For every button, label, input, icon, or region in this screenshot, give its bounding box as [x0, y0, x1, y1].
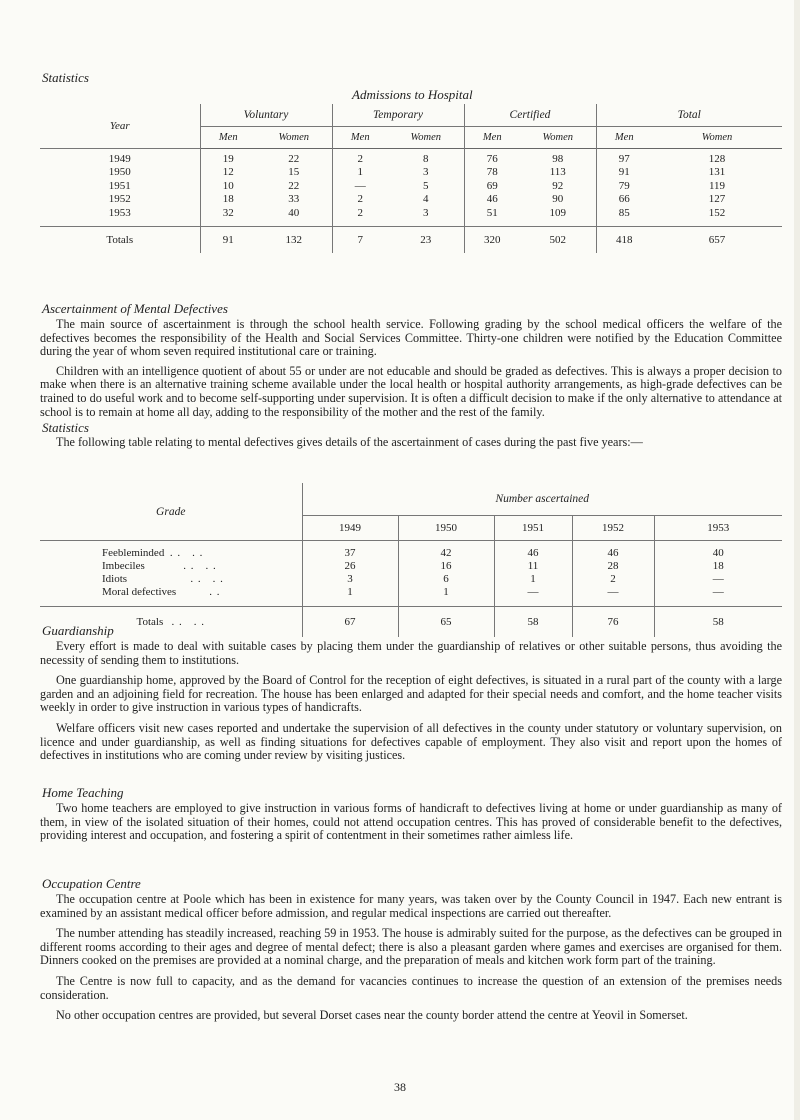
cell: 91 — [596, 166, 652, 180]
cell: 6 — [398, 573, 494, 586]
occupation-text — [40, 893, 782, 1023]
page-number: 38 — [394, 1080, 406, 1094]
table-row — [40, 573, 782, 586]
cell: 33 — [288, 193, 300, 206]
cell: 1 — [347, 586, 353, 598]
cell: 5 — [423, 179, 429, 192]
sub-header-women: Women — [388, 126, 464, 148]
heading-home-teaching: Home Teaching — [42, 785, 124, 800]
cell: 76 — [572, 607, 654, 638]
cell: 18 — [200, 193, 256, 207]
table-row — [40, 166, 782, 180]
cell: 128 — [708, 152, 726, 165]
year-1953-header: 1953 — [654, 516, 782, 541]
cell: 19 — [200, 148, 256, 166]
heading-ascertainment: Ascertainment of Mental Defectives — [42, 301, 228, 316]
cell-year: 1952 — [108, 193, 131, 206]
table-row — [40, 180, 782, 194]
heading-statistics-2: Statistics — [42, 420, 89, 435]
paragraph: The number attending has steadily increased, reaching 59 in 1953. The house is admirably suited for the purpose, as the defectives can be grouped in different rooms according to their ages and degree of mental defect; there is also a pleasant garden where games and exercises are organised for them. Dinners cooked on the premises are provided at a nominal charge, and the preparation of meals and kitchen work form part of the training. — [40, 926, 782, 968]
group-header-voluntary: Voluntary — [200, 104, 332, 126]
admissions-table — [40, 104, 782, 253]
cell: 7 — [332, 227, 388, 254]
cell: 37 — [344, 547, 356, 559]
cell: 109 — [549, 206, 566, 219]
sub-header-women: Women — [652, 126, 782, 148]
table-row — [40, 207, 782, 227]
cell: 26 — [344, 560, 356, 572]
cell: 15 — [288, 166, 300, 179]
group-header-total: Total — [596, 104, 782, 126]
paragraph: Two home teachers are employed to give instruction in various forms of handicraft to defectives living at home or under guardianship as many of them, in view of the isolated situation of their homes, could not attend occupation centres. This has proved of considerable benefit to the defectives, providing interest and occupation, and fostering a spirit of contentment in their sometimes rather aimless life. — [40, 801, 782, 843]
cell: 22 — [288, 152, 300, 165]
cell: — — [572, 586, 654, 607]
grades-table — [40, 483, 782, 637]
cell: 1 — [332, 166, 388, 180]
year-1949-header: 1949 — [302, 516, 398, 541]
sub-header-men: Men — [332, 126, 388, 148]
cell: 11 — [494, 560, 572, 573]
grade-name: Idiots . . . . — [40, 573, 302, 586]
paragraph: One guardianship home, approved by the Board of Control for the reception of eight defectives, is situated in a rural part of the county with a large garden and an adjoining field for recreation. The house has been enlarged and adapted for their special needs and comfort, and the home teacher visits weekly in order to give instruction in various types of handicrafts. — [40, 673, 782, 715]
grade-name: Feebleminded . . . . — [40, 541, 302, 561]
cell: 1 — [398, 586, 494, 607]
paragraph: The following table relating to mental defectives gives details of the ascertainment of cases during the past five years:— — [56, 435, 643, 449]
cell: 98 — [552, 152, 564, 165]
cell: 40 — [288, 206, 300, 219]
cell: 40 — [654, 541, 782, 561]
grade-name: Imbeciles . . . . — [40, 560, 302, 573]
paragraph: The main source of ascertainment is through the school health service. Following grading by the school medical officers the welfare of the defectives becomes the responsibility of the Health and Social Services Committee. Thirty-one children were notified by the Education Committee during the year of whom seven required institutional care or training. — [40, 317, 782, 359]
paragraph: Every effort is made to deal with suitable cases by placing them under the guardianship of relatives or other suitable persons, thus avoiding the necessity of sending them to institutions. — [40, 639, 782, 667]
cell: 65 — [398, 607, 494, 638]
group-header-temporary: Temporary — [332, 104, 464, 126]
sub-header-men: Men — [596, 126, 652, 148]
cell: 69 — [464, 180, 520, 194]
cell: 132 — [256, 227, 332, 254]
cell: 1 — [494, 573, 572, 586]
year-1951-header: 1951 — [494, 516, 572, 541]
cell: 2 — [332, 148, 388, 166]
cell: 131 — [708, 166, 726, 179]
group-header-certified: Certified — [464, 104, 596, 126]
cell: 2 — [572, 573, 654, 586]
table-row — [40, 560, 782, 573]
totals-label: Totals — [40, 227, 200, 254]
cell: 58 — [654, 607, 782, 638]
cell: 119 — [708, 179, 726, 192]
cell: 3 — [347, 573, 353, 585]
cell: 90 — [552, 193, 564, 206]
cell: — — [654, 586, 782, 607]
cell: 23 — [388, 227, 464, 254]
sub-header-women: Women — [520, 126, 596, 148]
cell: 79 — [596, 180, 652, 194]
cell: 66 — [596, 193, 652, 207]
number-ascertained-header: Number ascertained — [302, 483, 782, 516]
paragraph: Welfare officers visit new cases reported and undertake the supervision of all defectives in the county under statutory or voluntary supervision, on licence and under guardianship, as well as finding situations for defectives capable of employment. They also visit and report upon the homes of defectives in institutions who are coming under review by visiting justices. — [40, 720, 782, 763]
cell: 152 — [708, 206, 726, 219]
cell: 3 — [423, 206, 429, 219]
cell: — — [494, 586, 572, 607]
cell: 92 — [552, 179, 564, 192]
page-edge-shadow — [794, 0, 800, 1120]
cell: 46 — [572, 541, 654, 561]
section-label-statistics: Statistics — [42, 70, 89, 85]
cell: 113 — [549, 166, 566, 179]
year-1950-header: 1950 — [398, 516, 494, 541]
cell: 58 — [494, 607, 572, 638]
paragraph: The occupation centre at Poole which has been in existence for many years, was taken over by the County Council in 1947. Each new entrant is examined by an assistant medical officer before admission, and regular medical inspections are carried out thereafter. — [40, 892, 782, 920]
cell: 46 — [494, 541, 572, 561]
cell: 51 — [464, 207, 520, 227]
sub-header-men: Men — [200, 126, 256, 148]
cell: 22 — [288, 179, 300, 192]
cell: 46 — [464, 193, 520, 207]
totals-label: Totals . . . . — [40, 607, 302, 638]
cell-year: 1950 — [108, 166, 131, 179]
cell: 67 — [302, 607, 398, 638]
ascertainment-text — [40, 318, 782, 419]
statistics-text — [40, 436, 782, 450]
heading-guardianship: Guardianship — [42, 623, 114, 638]
cell: 78 — [464, 166, 520, 180]
sub-header-women: Women — [256, 126, 332, 148]
cell: 16 — [398, 560, 494, 573]
sub-header-men: Men — [464, 126, 520, 148]
totals-row — [40, 227, 782, 254]
heading-occupation-centre: Occupation Centre — [42, 876, 141, 891]
cell: 2 — [332, 207, 388, 227]
cell: 502 — [520, 227, 596, 254]
cell: — — [654, 573, 782, 586]
cell: — — [332, 180, 388, 194]
totals-row — [40, 607, 782, 638]
cell-year: 1949 — [108, 152, 131, 165]
cell: 42 — [398, 541, 494, 561]
cell: 2 — [332, 193, 388, 207]
cell: 4 — [423, 193, 429, 206]
cell: 10 — [200, 180, 256, 194]
grade-header: Grade — [40, 483, 302, 541]
cell-year: 1951 — [108, 179, 131, 192]
cell: 28 — [572, 560, 654, 573]
cell: 76 — [464, 148, 520, 166]
guardianship-text — [40, 640, 782, 763]
cell: 12 — [200, 166, 256, 180]
paragraph: The Centre is now full to capacity, and as the demand for vacancies continues to increase the question of an extension of the premises needs consideration. — [40, 973, 782, 1002]
table-row — [40, 586, 782, 607]
cell: 32 — [200, 207, 256, 227]
paragraph: Children with an intelligence quotient of about 55 or under are not educable and should be graded as defectives. This is always a proper decision to make when there is an alternative training scheme available under the local health or hospital authority arrangements, as high-grade defectives can be trained to do useful work and to become self-supporting under supervision. It is often a difficult decision to make if the only alternative to attendance at school is to remain at home all day, adding to the responsibility of the mother and the rest of the family. — [40, 363, 782, 419]
cell: 18 — [654, 560, 782, 573]
cell: 418 — [596, 227, 652, 254]
cell: 320 — [464, 227, 520, 254]
table-row — [40, 148, 782, 166]
cell: 85 — [596, 207, 652, 227]
cell: 3 — [423, 166, 429, 179]
table-row — [40, 541, 782, 561]
grade-name: Moral defectives . . — [40, 586, 302, 607]
table-row — [40, 193, 782, 207]
year-1952-header: 1952 — [572, 516, 654, 541]
cell: 8 — [423, 152, 429, 165]
admissions-caption: Admissions to Hospital — [352, 87, 473, 102]
home-teaching-text — [40, 802, 782, 843]
cell: 127 — [708, 193, 726, 206]
cell-year: 1953 — [108, 206, 131, 219]
year-header: Year — [40, 104, 200, 148]
cell: 97 — [596, 148, 652, 166]
paragraph: No other occupation centres are provided, but several Dorset cases near the county border attend the centre at Yeovil in Somerset. — [56, 1008, 688, 1023]
cell: 91 — [200, 227, 256, 254]
cell: 657 — [652, 227, 782, 254]
